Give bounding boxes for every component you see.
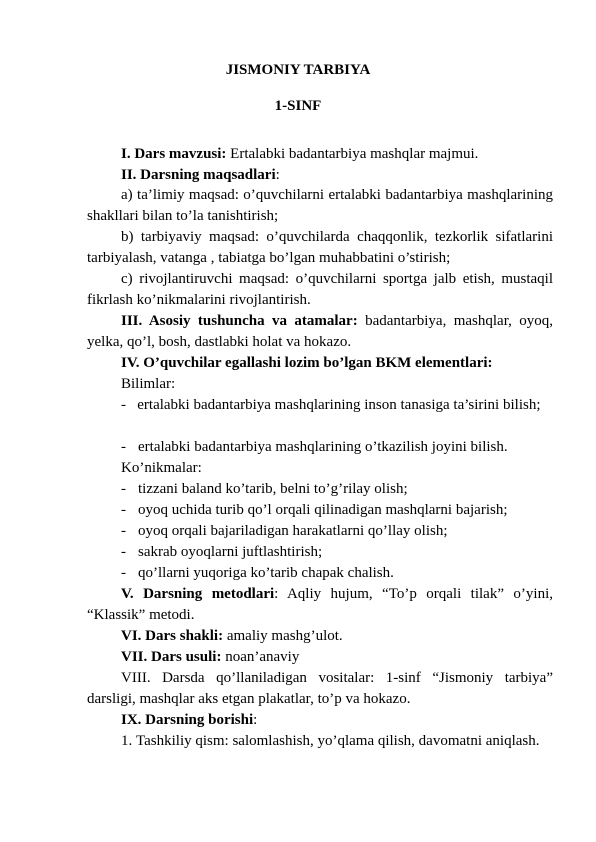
skill-item-text: qo’llarni yuqoriga ko’tarib chapak chalish.	[138, 565, 394, 581]
lesson-form	[87, 626, 553, 647]
goal-a: a) ta’limiy maqsad: o’quvchilarni ertalabki badantarbiya mashqlarining shakllari bilan to’la tanishtirish;	[87, 187, 553, 224]
lesson-topic-text: Ertalabki badantarbiya mashqlar majmui.	[226, 146, 479, 162]
grade-heading: 1-SINF	[274, 98, 322, 114]
lesson-topic-label: I. Dars mavzusi:	[121, 146, 227, 162]
skill-item: - tizzani baland ko’tarib, belni to’g’rilay olish;	[121, 481, 408, 497]
skill-item: - oyoq uchida turib qo’l orqali qilinadigan mashqlarni bajarish;	[121, 502, 508, 518]
lesson-tools: VIII. Darsda qo’llaniladigan vositalar: 1-sinf “Jismoniy tarbiya” darsligi, mashqlar aks etgan plakatlar, to’p va hokazo.	[87, 670, 553, 707]
lesson-form-text: amaliy mashg’ulot.	[223, 628, 343, 644]
lesson-procedure-colon: :	[253, 712, 258, 728]
lesson-goals-colon: :	[275, 167, 280, 183]
lesson-goals-heading	[87, 165, 553, 186]
key-concepts	[87, 311, 553, 353]
skill-item-text: oyoq orqali bajariladigan harakatlarni qo’llay olish;	[138, 523, 448, 539]
lesson-methods-text: : Aqliy hujum, “To’p orqali tilak” o’yini, “Klassik” metodi.	[87, 586, 553, 623]
lesson-form-label: VI. Dars shakli:	[121, 628, 224, 644]
skill-item: - qo’llarni yuqoriga ko’tarib chapak chalish.	[121, 565, 394, 581]
skill-item-text: sakrab oyoqlarni juftlashtirish;	[138, 544, 323, 560]
document-title: JISMONIY TARBIYA	[225, 62, 371, 78]
knowledge-item-text: ertalabki badantarbiya mashqlarining o’tkazilish joyini bilish.	[138, 439, 508, 455]
skill-item: - oyoq orqali bajariladigan harakatlarni qo’llay olish;	[121, 523, 448, 539]
knowledge-heading: Bilimlar:	[121, 376, 176, 392]
goal-c: c) rivojlantiruvchi maqsad: o’quvchilarni sportga jalb etish, mustaqil fikrlash ko’nikmalarini rivojlantirish.	[87, 271, 553, 308]
knowledge-item-text: ertalabki badantarbiya mashqlarining inson tanasiga ta’sirini bilish;	[137, 397, 541, 413]
lesson-methods-label: V. Darsning metodlari	[121, 586, 275, 602]
bkm-label: IV. O’quvchilar egallashi lozim bo’lgan BKM elementlari:	[121, 355, 493, 371]
key-concepts-text: badantarbiya, mashqlar, oyoq, yelka, qo’l, bosh, dastlabki holat va hokazo.	[87, 313, 554, 350]
lesson-style-text: noan’anaviy	[221, 649, 300, 665]
goal-b: b) tarbiyaviy maqsad: o’quvchilarda chaqqonlik, tezkorlik sifatlarini tarbiyalash, vatanga , tabiatga bo’lgan muhabbatini o’stirish;	[87, 229, 553, 266]
skill-item-text: tizzani baland ko’tarib, belni to’g’rilay olish;	[138, 481, 408, 497]
lesson-style	[87, 647, 553, 668]
lesson-procedure-heading	[87, 710, 553, 731]
knowledge-item: - ertalabki badantarbiya mashqlarining inson tanasiga ta’sirini bilish;	[121, 397, 541, 413]
lesson-style-label: VII. Dars usuli:	[121, 649, 222, 665]
lesson-topic	[87, 144, 553, 165]
lesson-procedure-label: IX. Darsning borishi	[121, 712, 254, 728]
procedure-step-1: 1. Tashkiliy qism: salomlashish, yo’qlama qilish, davomatni aniqlash.	[121, 733, 540, 749]
skill-item-text: oyoq uchida turib qo’l orqali qilinadigan mashqlarni bajarish;	[138, 502, 508, 518]
key-concepts-label: III. Asosiy tushuncha va atamalar:	[121, 313, 358, 329]
lesson-methods	[87, 584, 553, 626]
bkm-heading	[87, 353, 553, 374]
skills-heading: Ko’nikmalar:	[121, 460, 202, 476]
lesson-goals-label: II. Darsning maqsadlari	[121, 167, 276, 183]
skill-item: - sakrab oyoqlarni juftlashtirish;	[121, 544, 323, 560]
knowledge-item: - ertalabki badantarbiya mashqlarining o’tkazilish joyini bilish.	[121, 439, 508, 455]
